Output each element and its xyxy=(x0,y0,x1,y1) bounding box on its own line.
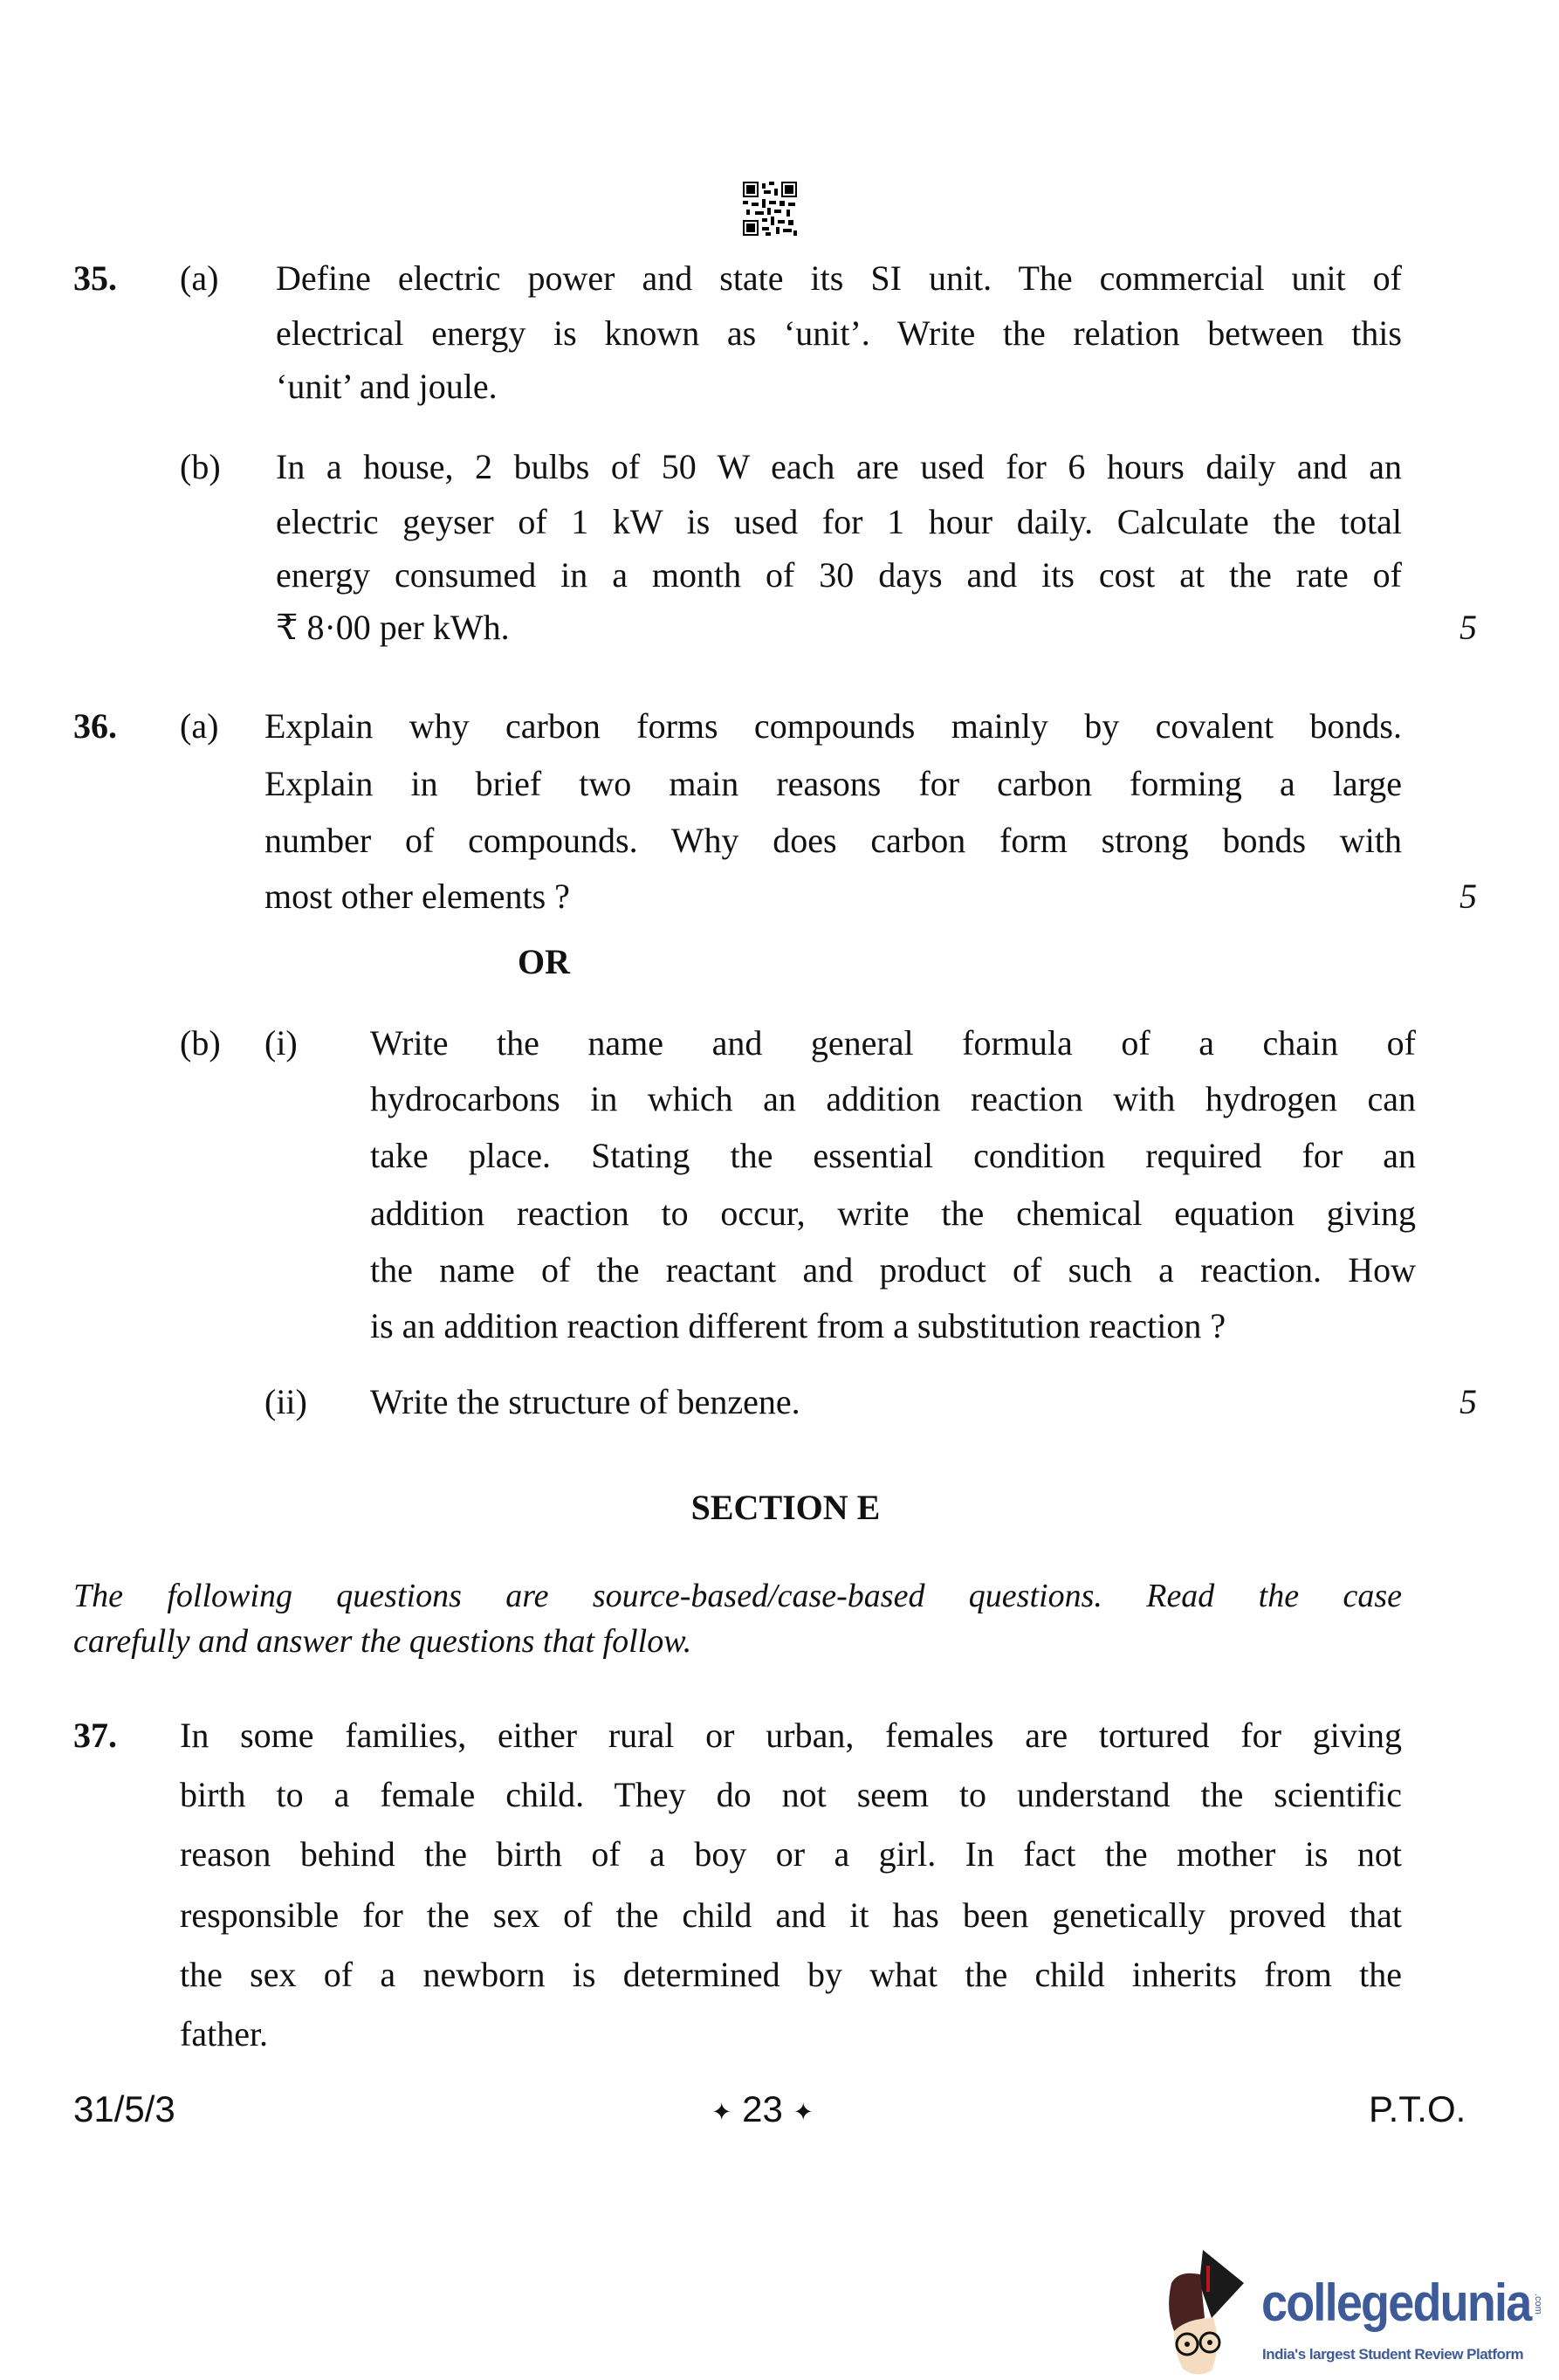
collegedunia-logo xyxy=(1161,2248,1559,2380)
question-text-line: take place. Stating the essential condition required for an xyxy=(370,1136,1416,1175)
part-b-ii-label: (ii) xyxy=(264,1382,307,1421)
question-text-line: hydrocarbons in which an addition reaction with hydrogen can xyxy=(370,1079,1416,1118)
pto-label: P.T.O. xyxy=(1369,2088,1466,2129)
question-text-line: Define electric power and state its SI unit. The commercial unit of xyxy=(276,258,1402,298)
question-text-line: birth to a female child. They do not seem to understand the scientific xyxy=(180,1775,1402,1814)
part-a-label: (a) xyxy=(180,706,219,746)
diamond-ornament-icon: ✦ xyxy=(793,2098,814,2126)
question-text-line: the name of the reactant and product of such a reaction. How xyxy=(370,1250,1416,1290)
question-text-line: ‘unit’ and joule. xyxy=(276,367,498,406)
question-text-line: electric geyser of 1 kW is used for 1 hour daily. Calculate the total xyxy=(276,502,1402,541)
diamond-ornament-icon: ✦ xyxy=(711,2098,732,2126)
question-text-line: the sex of a newborn is determined by what the child inherits from the xyxy=(180,1955,1402,1994)
section-title: SECTION E xyxy=(690,1488,881,1527)
question-text-line: Explain why carbon forms compounds mainly by covalent bonds. xyxy=(264,706,1402,746)
question-text-line: is an addition reaction different from a substitution reaction ? xyxy=(370,1306,1226,1345)
question-text-line: most other elements ? xyxy=(264,877,570,916)
question-text-line: electrical energy is known as ‘unit’. Write the relation between this xyxy=(276,313,1402,353)
question-text-line: ₹ 8·00 per kWh. xyxy=(276,608,510,647)
question-text-line: father. xyxy=(180,2014,269,2053)
paper-code: 31/5/3 xyxy=(73,2088,175,2129)
section-instructions-line: carefully and answer the questions that follow. xyxy=(73,1623,692,1660)
mascot-face-icon xyxy=(1161,2248,1257,2379)
logo-suffix: .com xyxy=(1533,2294,1543,2315)
page-number: 23 xyxy=(742,2088,783,2129)
question-text-line: number of compounds. Why does carbon form strong bonds with xyxy=(264,821,1402,860)
section-instructions-line: The following questions are source-based/case-based questions. Read the case xyxy=(73,1578,1402,1614)
marks: 5 xyxy=(1459,877,1477,916)
question-text-line: In some families, either rural or urban, females are tortured for giving xyxy=(180,1716,1402,1755)
marks: 5 xyxy=(1459,1382,1477,1421)
logo-wordmark: collegedunia xyxy=(1261,2273,1531,2332)
question-text-line: reason behind the birth of a boy or a girl. In fact the mother is not xyxy=(180,1834,1402,1874)
question-number: 35. xyxy=(73,258,117,298)
question-number: 36. xyxy=(73,706,117,746)
question-text-line: Write the structure of benzene. xyxy=(370,1382,800,1421)
question-text-line: energy consumed in a month of 30 days and its cost at the rate of xyxy=(276,555,1402,595)
part-b-i-label: (i) xyxy=(264,1023,298,1063)
question-text-line: Write the name and general formula of a chain of xyxy=(370,1023,1416,1063)
question-number: 37. xyxy=(73,1716,117,1755)
part-b-label: (b) xyxy=(180,1023,221,1063)
question-text-line: In a house, 2 bulbs of 50 W each are used for 6 hours daily and an xyxy=(276,447,1402,486)
logo-tagline: India's largest Student Review Platform xyxy=(1262,2346,1524,2363)
page-number-container xyxy=(711,2088,814,2130)
question-text-line: addition reaction to occur, write the chemical equation giving xyxy=(370,1193,1416,1233)
part-a-label: (a) xyxy=(180,258,219,298)
qr-code-icon xyxy=(743,182,797,236)
question-text-line: Explain in brief two main reasons for carbon forming a large xyxy=(264,764,1402,803)
marks: 5 xyxy=(1459,608,1477,647)
question-text-line: responsible for the sex of the child and it has been genetically proved that xyxy=(180,1895,1402,1935)
part-b-label: (b) xyxy=(180,447,221,486)
or-divider: OR xyxy=(518,942,570,981)
